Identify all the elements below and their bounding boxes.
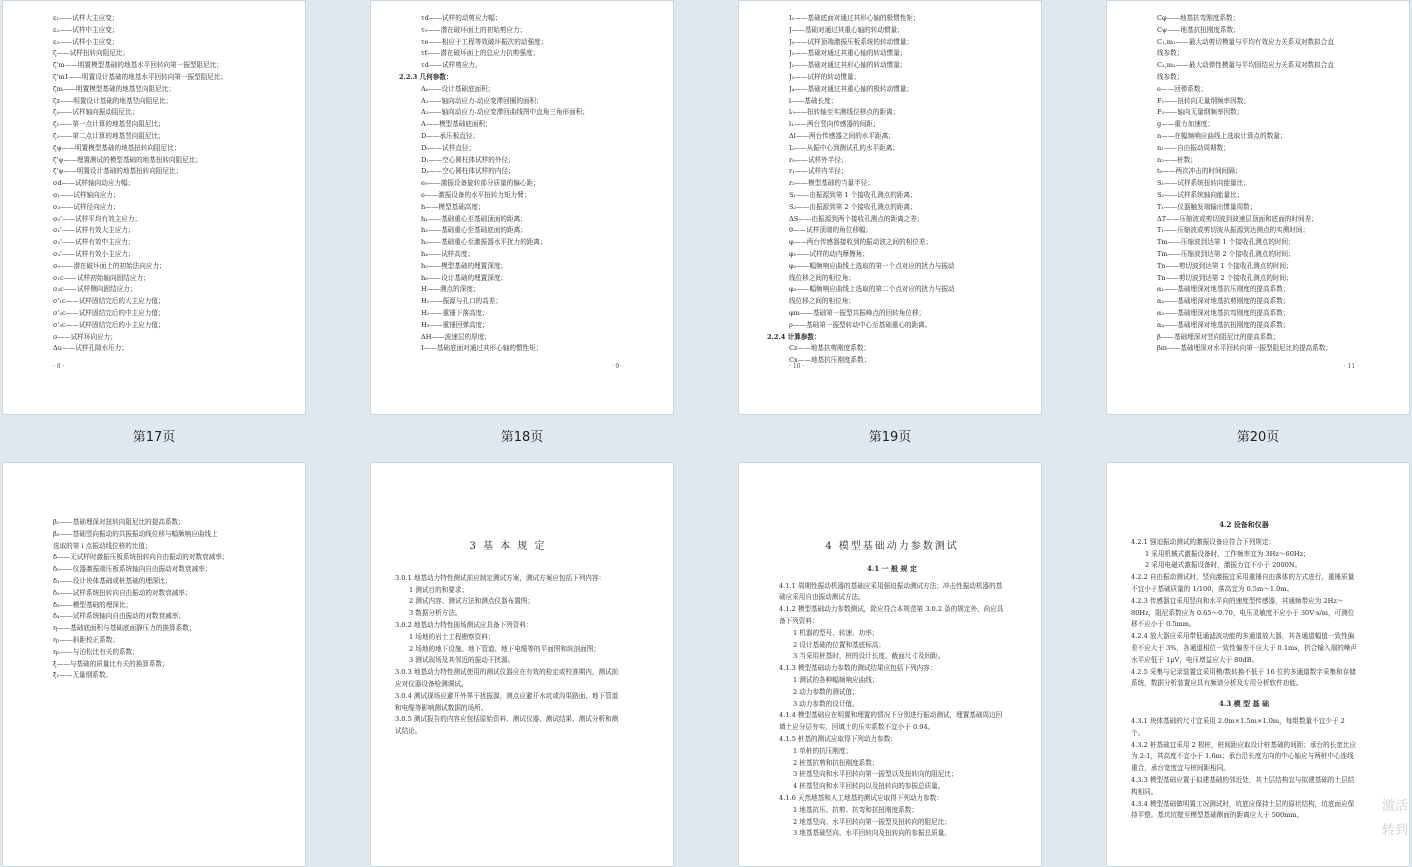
clause-heading: 2.2.4 计算参数： [767,332,821,341]
list-item: 2 地基竖向、水平回转向第一振型及扭转向的阻尼比； [793,817,951,826]
symbol-line: σ₃'——试样有效小主应力； [53,249,135,258]
symbol-line: σ——试样环向应力； [53,332,117,341]
symbol-line: I₁——基础底面对通过其形心轴的极惯性矩； [789,14,920,22]
symbol-line: S₂——由振源到第 2 个接收孔测点的距离； [789,202,917,211]
symbol-line: 线参数； [1157,72,1184,81]
symbol-line: e——回弹系数； [1157,84,1208,93]
symbol-line: σ₀——潜在破坏面上的初始法向应力； [53,261,166,270]
symbol-line: Tn——剪切波到达第 2 个接收孔测点的时间； [1157,273,1293,282]
symbol-line: J₂——基础对通过其形心轴的转动惯量； [789,61,907,70]
symbol-line: F₁——扭转向无量纲频率因数； [1157,96,1250,105]
symbol-line: σ'₁c——试样固结完后的大主应力值； [53,297,165,306]
symbol-line: H₃——重锤回弹高度； [421,320,489,329]
symbol-line: H₁——振源与孔口的高差； [421,297,502,306]
symbol-line: τf——潜在破坏面上的总应力抗剪强度； [421,49,540,58]
clause-paragraph: 4.3.1 块体基础的尺寸宜采用 2.0m×1.5m×1.0m，每组数量不宜少于 2 个。 [1131,716,1345,737]
symbol-line: t₀——两次冲击的时间间隔； [1157,167,1242,176]
symbol-line: J₄——基础对通过其重心轴的极转动惯量； [789,84,913,93]
symbol-line: ρ——基础第一振型转动中心至基础重心的距离。 [789,320,932,329]
section-4-2-title: 4.2 设备和仪器 [1219,520,1269,529]
symbol-line: η₂——与泊松比有关的系数； [53,647,139,656]
symbol-line: Tn——剪切波到达第 1 个接收孔测点的时间； [1157,261,1293,270]
symbol-line: J₁——基础对通过其重心轴的转动惯量； [789,49,907,58]
list-item: 1 测试的各种幅频响应曲线； [793,675,879,684]
symbol-line: h₅——模型基础的埋置深度； [421,261,508,270]
symbol-line: 线位移之间的相位角； [789,273,855,282]
symbol-line: h₆——设计基础的埋置深度； [421,273,508,282]
clause-paragraph: 4.3.2 桩基础宜采用 2 根桩，桩间距应取设计桩基础的间距；承台的长宽比应为 2:1，其高度不宜小于 1.6m；承台沿长度方向的中心轴应与两桩中心连线重合，承台宽度宜与桩间距相同。 [1131,740,1357,773]
symbol-line: D₂——空心圆柱体试样的内径； [421,167,515,176]
symbol-line: Tm——压缩波到达第 2 个接收孔测点的时间； [1157,249,1295,258]
symbol-line: σd——试样轴向动应力幅； [53,179,135,188]
chapter-4-title: 4 模型基础动力参数测试 [825,541,959,552]
list-item: 2 测试内容、测试方法和测点仪器布置图； [409,597,534,606]
symbol-line: τe——相应于工程等效破坏振次的动强度； [421,37,548,46]
symbol-line: T₁——压缩波或剪切波从振源到达测点的实测时间； [1157,226,1310,235]
page-18[interactable] [370,0,674,415]
symbol-line: l——基础长度； [789,96,838,105]
list-item: 2 场地的地下设施、地下管道、地下电缆等的平面图和纵剖面图； [409,644,600,653]
symbol-line: ε₁——试样大主应变； [53,14,119,22]
clause-paragraph: 4.3.4 模型基础做明置工况测试时，坑底应保持土层的原状结构，坑底面应保持平整。基坑坑壁至模型基础侧面的距离应大于 500mm。 [1131,799,1355,820]
symbol-line: θ——试样顶端的角位移幅； [789,226,873,235]
list-item: 1 地基抗压、抗剪、抗弯和抗扭刚度系数； [793,805,918,814]
list-item: 3 动力参数的设计值。 [793,699,859,708]
symbol-line: φ₁——试样的动内摩擦角； [789,249,869,258]
symbol-line: δ₀——仪器激振端压板系统轴向自由振动对数衰减率； [53,565,212,574]
page-22[interactable] [370,462,674,867]
symbol-line: σ₃——试样径向应力； [53,202,120,211]
symbol-line: βm——基础埋深对水平回转向第一振型阻尼比的提高系数； [1157,344,1332,353]
watermark-line-2: 转到 [1382,823,1409,838]
symbol-line: h₂——基础重心至基础底面的距离； [421,226,527,235]
page-17[interactable] [2,0,306,415]
list-item: 3 地基基础竖向、水平回转向及扭转向的参振总质量。 [793,829,951,838]
symbol-line: ε₂——试样中主应变； [53,25,119,34]
symbol-line: A₀——设计基础底面积； [421,84,495,93]
symbol-line: φ——两台传感器接收到的振动波之间的相位差； [789,238,933,247]
symbol-line: Cz——地基抗剪刚度系数； [789,344,871,353]
symbol-line: φ₂——幅频响应曲线上选取的第一个点对应的扰力与振动 [789,261,955,270]
symbol-line: α₂——基础埋深对地基抗剪刚度的提高系数； [1157,297,1290,306]
clause-paragraph: 3.0.4 测试现场应避开外界干扰振源，测点应避开水坑或沟渠路面、地下管道和电缆等影响测试数据的场所。 [395,691,619,712]
list-item: 2 设计基础的位置和基底标高； [793,640,886,649]
clause-paragraph: 4.1.6 天然地基和人工地基的测试应取得下列动力参数： [779,793,943,802]
symbol-line: η——基础底面积与基础底面静压力的换算系数； [53,624,196,633]
symbol-line: D₁——空心圆柱体试样的外径； [421,155,515,164]
page-22-content [395,473,621,738]
symbol-line: ζ'm——明置模型基础的地基水平回转向第一振型阻尼比； [53,61,223,70]
page-20[interactable] [1106,0,1410,415]
symbol-line: ζ——试样扭转向阻尼比； [53,49,130,58]
clause-paragraph: 4.2.2 自由振动测试时，竖向激振宜采用重锤自由落体的方式进行，重锤质量不宜小于基础质量的 1/100，落高宜为 0.5m～1.0m。 [1131,573,1355,593]
page-caption-20[interactable]: 第20页 [1236,430,1280,445]
symbol-line: J₃——试样的转动惯量； [789,72,861,81]
symbol-line: ζz——明置设计基础的地基竖向阻尼比； [53,96,173,105]
list-item: 3 当采用桩基时，桩的设计长度、截面尺寸及间距。 [793,652,945,661]
symbol-line: σ₂'——试样有效中主应力； [53,238,135,247]
clause-paragraph: 4.1.2 模型基础动力参数测试，除应符合本规范第 3.0.2 条的规定外，尚应具备下列资料： [779,605,1004,625]
page-caption-17[interactable]: 第17页 [132,430,176,445]
list-item: 2 采用电磁式激振设备时，激振力宜不小于 2000N。 [1145,561,1302,570]
list-item: 3 测试现场及其邻近的振动干扰源。 [409,656,515,665]
symbol-line: σ₁——试样轴向应力； [53,190,120,199]
symbol-line: ΔT——压缩波或剪切波到波速层顶面和底面的时间差； [1157,214,1318,223]
symbol-line: L——从振中心到测试孔的水平距离； [789,143,899,152]
section-4-1-title: 4.1 一 般 规 定 [867,563,917,573]
symbol-line: ζ₂——第二点计算的地基竖向阻尼比； [53,131,165,140]
symbol-line: σ₀'——试样平均有效主应力； [53,214,142,223]
symbol-line: C₂,m₂——最大动弹性模量与平均固结应力关系双对数拟合直 [1157,61,1334,70]
page-23-content [779,473,1005,840]
symbol-line: α₁——基础埋深对地基抗压刚度的提高系数； [1157,285,1290,294]
symbol-line: l₀——扭转轴至实测线位移点的距离； [789,108,900,117]
clause-paragraph: 4.1.4 模型基础应在明置和埋置的情况下分别进行振动测试，埋置基础周边回填土应分层夯实，回填土的压实系数不宜小于 0.94。 [779,711,1003,732]
page-19-folio: · 10 · [789,363,805,370]
symbol-line: τd——试样剪应力。 [421,61,482,70]
symbol-line: n₁——自由振动周期数； [1157,143,1230,152]
symbol-line: I——基础底面对通过其形心轴的惯性矩； [421,344,543,353]
list-item: 1 采用机械式激振设备时，工作频率宜为 3Hz～60Hz； [1145,549,1310,558]
page-21-content [53,517,275,682]
clause-paragraph: 3.0.2 地基动力特性现场测试应具备下列资料： [395,620,533,629]
symbol-line: η₁——斜距校正系数； [53,635,119,644]
page-19[interactable] [738,0,1042,415]
symbol-line: Δu——试样孔隙水压力； [53,344,128,353]
clause-paragraph: 3.0.3 地基动力特性测试使用的测试仪器应在有效的检定或校准期内，测试前应对仪器设备检测调试。 [395,668,619,688]
page-17-content [53,13,275,355]
page-caption-19[interactable]: 第19页 [868,430,912,445]
symbol-line: H₂——重锤下落高度； [421,308,489,317]
symbol-line: l₁——两台竖向传感器的间距； [789,120,880,129]
page-18-folio: · 9 · [611,363,623,370]
page-18-content [399,13,643,355]
watermark-line-1: 激活 [1382,799,1409,814]
symbol-line: h₄——试样高度； [421,249,475,258]
symbol-line: ζψ——明置模型基础的地基扭转向阻尼比； [53,143,181,152]
symbol-line: T₁——仪器触发端输出惯量周数； [1157,202,1257,211]
symbol-line: r₀——试样外半径； [789,155,848,164]
clause-heading: 2.2.3 几何参数： [399,72,453,81]
clause-paragraph: 4.1.5 桩基的测试应取得下列动力参数： [779,734,897,743]
symbol-line: β₁——基础埋深对扭转向阻尼比的提高系数； [53,518,185,526]
symbol-line: α₄——基础埋深对地基抗扭刚度的提高系数； [1157,320,1290,329]
symbol-line: S₁——试样系统扭转向能量比； [1157,179,1250,188]
page-17-folio: · 8 · [53,363,65,370]
symbol-line: h——模型基础高度； [421,202,485,211]
symbol-line: ε₃——试样小主应变； [53,37,119,46]
activation-watermark [1382,795,1412,843]
page-24-content [1131,519,1357,822]
page-caption-18[interactable]: 第18页 [500,430,544,445]
list-item: 3 桩基竖向和水平回转向第一振型以及扭转向的阻尼比； [793,770,958,779]
symbol-line: ζ₀——试样轴向振动阻尼比； [53,108,139,117]
list-item: 1 场地的岩土工程勘察资料； [409,632,495,641]
list-item: 2 动力参数的测试值； [793,687,859,696]
clause-paragraph: 4.1.3 模型基础动力参数的测试结果应包括下列内容： [779,664,937,673]
page-21[interactable] [2,462,306,867]
clause-paragraph: 3.0.1 地基动力特性测试前应制定测试方案，测试方案应包括下列内容： [395,573,606,582]
list-item: 1 测试目的和要求； [409,585,469,594]
symbol-line: τd——试样的动剪应力幅； [421,14,502,22]
symbol-line: σ'₃c——试样固结完后的小主应力值； [53,320,165,329]
clause-paragraph: 4.2.4 放大器应采用带低通滤波功能的多通道放大器，其各通道幅值一致性偏差不应大于 3%，各通道相位一致性偏差不应大于 0.1ms，折合输入端的噪声水平应低于 1μV，电压增益应大于 80dB。 [1131,632,1357,664]
symbol-line: 线位移之间的相位角； [789,297,855,306]
clause-paragraph: 4.2.3 传感器宜采用竖向和水平向的速度型传感器，其通频带应为 2Hz～80Hz，阻尼系数应为 0.65～0.70，电压灵敏度不应小于 30V·s/m，可测位移不应小于 0.5mm。 [1131,596,1355,629]
symbol-line: 选取的第 i 点振动线位移的比值； [53,541,152,550]
symbol-line: J——基础对通过其重心轴的转动惯量； [789,25,904,34]
symbol-line: D₀——试样直径； [421,143,476,152]
symbol-line: r₁——试样内半径； [789,167,848,176]
symbol-line: σ₃c——试样侧向固结应力； [53,285,137,294]
symbol-line: α₃——基础埋深对地基抗弯刚度的提高系数； [1157,308,1290,317]
symbol-line: r₂——模型基础的当量半径； [789,179,874,188]
symbol-line: τ₀——潜在破坏面上的初始剪应力； [421,25,527,34]
list-item: 2 桩基抗剪和抗扭刚度系数； [793,758,879,767]
symbol-line: β——基础埋深对竖向阻尼比的提高系数； [1157,332,1280,341]
symbol-line: ζ'm1——明置设计基础的地基水平回转向第一振型阻尼比； [53,72,228,81]
symbol-line: Cφ——地基抗弯刚度系数； [1157,14,1240,22]
clause-paragraph: 3.0.5 测试报告的内容应包括原始资料、测试仪器、测试结果、测试分析和测试结论。 [395,715,619,736]
symbol-line: β₂——基础竖向振动的共振振动线位移与幅频响应曲线上 [53,529,218,538]
symbol-line: Cψ——地基抗扭刚度系数； [1157,25,1240,34]
symbol-line: δ₁——设计块体基础或桩基础的埋深比； [53,576,172,585]
symbol-line: n——在幅频响应曲线上选取计算点的数量； [1157,131,1287,140]
list-item: 1 单桩的抗压刚度； [793,746,853,755]
page-19-content [767,13,1011,367]
section-4-3-title: 4.3 模 型 基 础 [1219,699,1269,709]
list-item: 3 数据分析方法。 [409,609,462,618]
symbol-line: δ₂——试样系统扭转向自由振动的对数衰减率； [53,588,192,597]
clause-paragraph: 4.2.5 采集与记录装置宜采用模/数转换不低于 16 位的多通道数字采集和存储系统，数据分析装置应具有频谱分析及专用分析软件功能。 [1131,667,1356,688]
clause-paragraph: 4.1.1 周期性振动机器的基础应采用强迫振动测试方法；冲击性振动机器的基础应采用自由振动测试方法。 [779,581,1003,602]
symbol-line: A₂——轴向动应力-动应变滞回曲线图中直角三角形面积； [421,108,589,117]
symbol-line: ξ——与基础的质量比有关的换算系数； [53,659,169,668]
symbol-line: σ₁'——试样有效大主应力； [53,226,135,235]
symbol-line: ζ'ψ——埋置测试的模型基础的地基扭转向阻尼比； [53,155,203,164]
symbol-line: ΔS——由振源到两个接收孔测点的距离之差； [789,214,924,223]
clause-paragraph: 4.3.3 模型基础应置于拟建基础的邻近处，其土层结构宜与拟建基础的土层结构相同。 [1131,775,1355,796]
symbol-line: H——测点的深度； [421,285,480,294]
symbol-line: n₂——桩数； [1157,155,1197,164]
chapter-3-title: 3 基 本 规 定 [469,541,547,552]
symbol-line: δ₄——试样系统轴向自由振动的对数衰减率； [53,612,185,621]
symbol-line: σ₁c——试样初始轴向固结应力； [53,273,150,282]
list-item: 1 机器的型号、转速、功率； [793,628,879,637]
page-20-folio: · 11 · [1343,363,1359,370]
symbol-line: φm——基础第一振型共振峰点的回转角位移； [789,308,926,317]
page-24[interactable] [1106,462,1410,867]
symbol-line: h₃——基础重心至激振器水平扰力的距离； [421,238,547,247]
symbol-line: e₀——激振设备旋转部分质量的偏心距； [421,179,540,188]
symbol-line: δ——无试样时激振压板系统扭转向自由振动的对数衰减率； [53,553,229,562]
symbol-line: ζ₁——第一点计算的地基竖向阻尼比； [53,120,165,129]
list-item: 4 桩基竖向和水平回转向以及扭转向的参振总质量。 [793,782,945,791]
symbol-line: J₀——试样顶端激振压板系统的转动惯量； [789,37,913,46]
symbol-line: g——重力加速度； [1157,120,1214,129]
page-20-content [1157,13,1379,355]
symbol-line: φ₃——幅频响应曲线上选取的第二个点对应的扰力与振动 [789,285,955,294]
symbol-line: A₁——轴向动应力-动应变滞回圈的面积； [421,96,543,105]
symbol-line: ξ₁——无量纲系数。 [53,671,113,680]
symbol-line: e——激振设备的水平扭转力矩力臂； [421,190,531,199]
symbol-line: h₁——基础重心至基础顶面的距离； [421,214,527,223]
page-23[interactable] [738,462,1042,867]
symbol-line: F₂——轴向无量纲频率因数； [1157,108,1244,117]
symbol-line: σ'₂c——试样固结完后的中主应力值； [53,308,165,317]
symbol-line: ζ'ψ——明置设计基础的地基扭转向阻尼比； [53,167,183,176]
symbol-line: ΔH——波速层的厚度； [421,332,491,341]
symbol-line: Tm——压缩波到达第 1 个接收孔测点的时间； [1157,238,1295,247]
symbol-line: Δl——两台传感器之间的水平距离； [789,131,895,140]
symbol-line: δ₃——模型基础的埋深比； [53,600,133,609]
symbol-line: C₁,m₁——最大动剪切模量与平均有效应力关系双对数拟合直 [1157,37,1334,46]
symbol-line: S₂——试样系统轴向能量比； [1157,190,1244,199]
symbol-line: ζm——明置模型基础的地基竖向阻尼比； [53,84,175,93]
clause-paragraph: 4.2.1 强迫振动测试的激振设备应符合下列规定： [1131,537,1276,546]
symbol-line: Cx——地基抗压刚度系数； [789,356,871,365]
symbol-line: S₁——由振源到第 1 个接收孔测点的距离； [789,190,917,199]
symbol-line: D——承压板直径； [421,131,480,140]
symbol-line: 线参数； [1157,49,1184,58]
symbol-line: A——模型基础底面积； [421,120,492,129]
